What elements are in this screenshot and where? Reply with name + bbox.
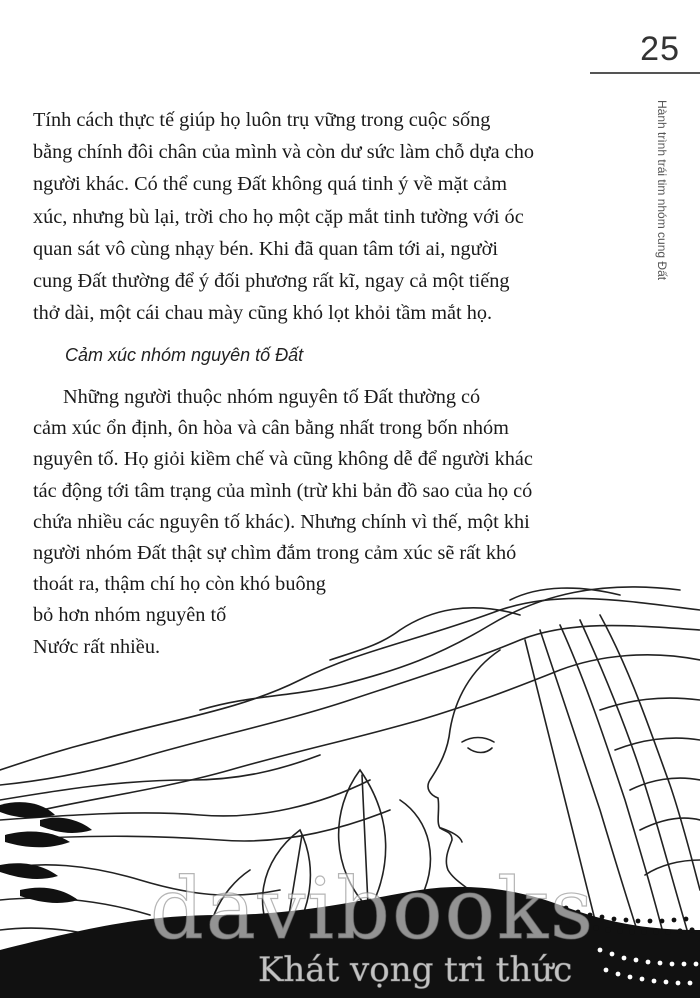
text-line: Tính cách thực tế giúp họ luôn trụ vững trong cuộc sống [33,109,491,131]
side-caption: Hành trình trái tim nhóm cung Đất [655,100,669,281]
text-line: cảm xúc ổn định, ôn hòa và cân bằng nhất trong bốn nhóm [33,417,509,440]
text-line: thoát ra, thậm chí họ còn khó buông [33,573,326,596]
page-number: 25 [640,30,680,68]
text-line: xúc, nhưng bù lại, trời cho họ một cặp mắt tinh tường với óc [33,205,524,228]
text-line: tác động tới tâm trạng của mình (trừ khi bản đồ sao của họ có [33,479,533,502]
paragraph-1 [33,104,575,329]
text-line: người khác. Có thể cung Đất không quá tinh ý về mặt cảm [33,173,507,196]
text-line: người nhóm Đất thật sự chìm đắm trong cảm xúc sẽ rất khó [33,542,517,565]
text-line: bằng chính đôi chân của mình và còn dư sức làm chỗ dựa cho [33,141,534,164]
section-heading: Cảm xúc nhóm nguyên tố Đất [65,345,304,365]
watermark-brand: davibooks [150,860,596,958]
text-line: cung Đất thường để ý đối phương rất kĩ, ngay cả một tiếng [33,270,510,293]
text-line: bỏ hơn nhóm nguyên tố [33,604,227,627]
text-line: thở dài, một cái chau mày cũng khó lọt khỏi tầm mắt họ. [33,302,493,325]
text-line: nguyên tố. Họ giỏi kiềm chế và cũng không dễ để người khác [33,448,533,471]
watermark-tagline: Khát vọng tri thức [258,950,573,990]
text-line: chứa nhiều các nguyên tố khác). Nhưng chính vì thế, một khi [33,510,530,533]
text-line: Nước rất nhiều. [33,635,161,658]
text-line: Những người thuộc nhóm nguyên tố Đất thường có [63,386,481,408]
text-line: quan sát vô cùng nhạy bén. Khi đã quan tâm tới ai, người [33,237,499,260]
header-rule [590,72,700,74]
